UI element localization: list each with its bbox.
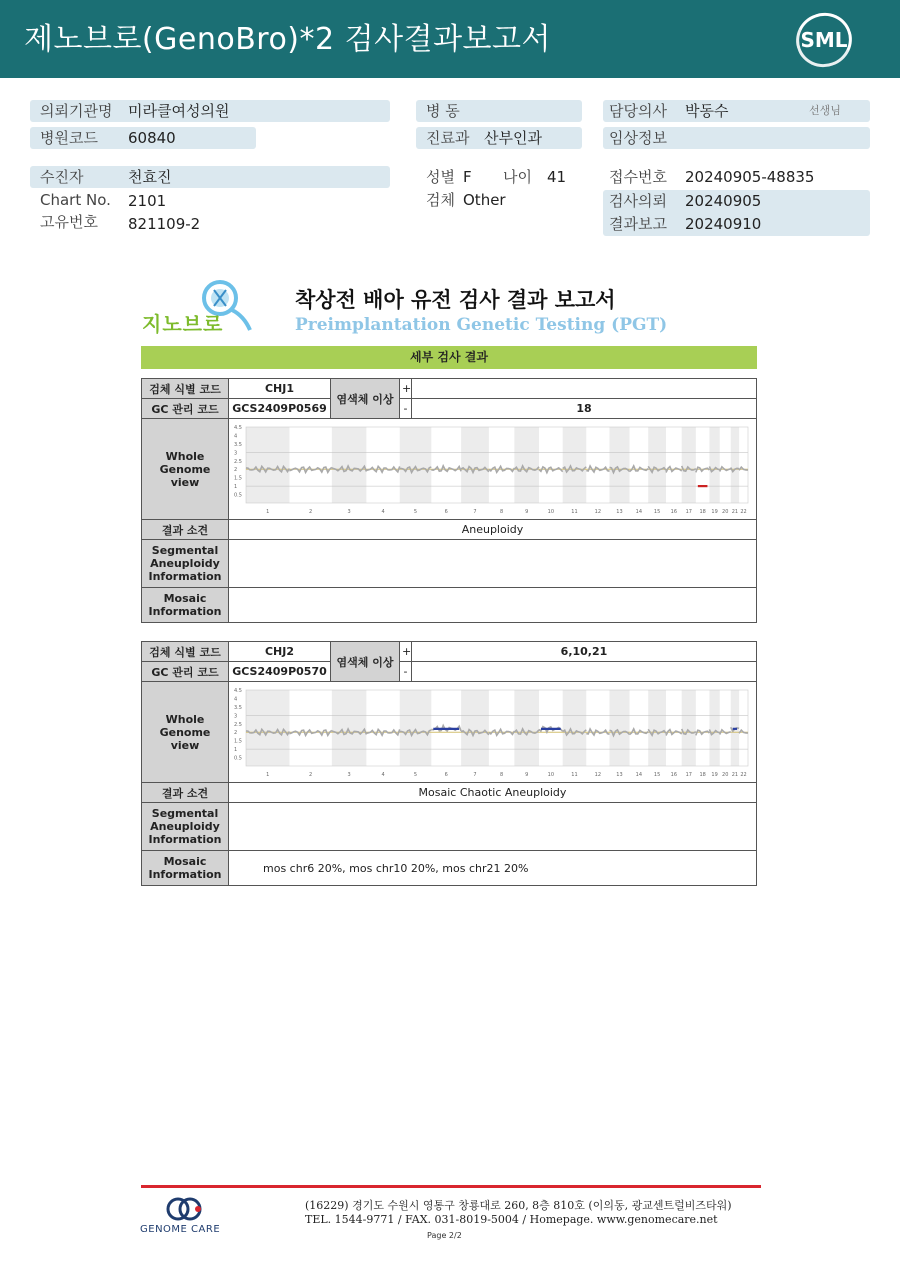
y-tick-label: 3 — [233, 450, 237, 457]
chromosome-band — [246, 690, 289, 766]
hospital-code-row — [30, 127, 256, 149]
x-tick-label: 1 — [265, 509, 269, 515]
y-tick-label: 4 — [233, 696, 237, 703]
result-value: Mosaic Chaotic Aneuploidy — [229, 783, 757, 803]
chromosome-band — [399, 427, 431, 503]
y-tick-label: 2 — [233, 730, 237, 737]
x-tick-label: 20 — [721, 772, 728, 778]
y-tick-label: 2.5 — [233, 458, 242, 465]
chromosome-trace — [431, 466, 461, 471]
patient-label: 수진자 — [40, 168, 84, 186]
mosaic-label: Mosaic Information — [142, 588, 229, 623]
x-tick-label: 2 — [308, 509, 312, 515]
chromosome-band — [709, 690, 719, 766]
chromosome-band — [562, 690, 586, 766]
mosaic-value: mos chr6 20%, mos chr10 20%, mos chr21 20% — [229, 851, 757, 886]
x-tick-label: 7 — [472, 772, 477, 778]
chromosome-band — [246, 427, 289, 503]
footer-address: (16229) 경기도 수원시 영통구 창룡대로 260, 8층 810호 (이의동, 광교센트럴비즈타워) — [305, 1199, 732, 1212]
report-date-label: 결과보고 — [609, 215, 667, 233]
genobro-logo — [140, 276, 260, 336]
chromosome-band — [399, 690, 431, 766]
sex-value: F — [463, 168, 472, 186]
doctor-label: 담당의사 — [609, 102, 667, 120]
patient-value: 천효진 — [128, 168, 172, 186]
y-tick-label: 4 — [233, 433, 237, 440]
y-tick-label: 4.5 — [233, 425, 242, 431]
page-number: Page 2/2 — [427, 1231, 462, 1240]
chromosome-band — [461, 690, 489, 766]
client-value: 미라클여성의원 — [128, 102, 230, 120]
minus-value — [412, 662, 757, 682]
genome-plot-svg — [232, 684, 754, 780]
x-tick-label: 6 — [444, 509, 448, 515]
chromosome-band — [461, 427, 489, 503]
x-tick-label: 16 — [670, 509, 677, 515]
y-tick-label: 3.5 — [233, 704, 242, 711]
client-label: 의뢰기관명 — [40, 102, 113, 120]
table-row — [142, 642, 757, 662]
chromosome-trace — [719, 467, 730, 472]
x-tick-label: 14 — [635, 509, 642, 515]
x-tick-label: 2 — [308, 772, 312, 778]
request-label: 검사의뢰 — [609, 192, 667, 210]
sml-logo-text: SML — [800, 28, 848, 52]
dates-box — [603, 190, 870, 236]
chromosome-trace — [695, 467, 709, 472]
doctor-value: 박동수 — [685, 102, 729, 120]
whole-genome-chart-2 — [231, 684, 754, 780]
x-tick-label: 16 — [670, 772, 677, 778]
y-tick-label: 0.5 — [233, 492, 242, 499]
table-row — [142, 682, 757, 783]
segmental-label: Segmental Aneuploidy Information — [142, 540, 229, 588]
chromosome-band — [730, 427, 738, 503]
chromosome-trace — [739, 730, 748, 733]
plot-frame — [246, 690, 748, 766]
plot-frame — [246, 427, 748, 503]
x-tick-label: 5 — [413, 509, 417, 515]
age-value: 41 — [547, 168, 567, 186]
table-row — [142, 662, 757, 682]
chromosome-band — [681, 690, 695, 766]
x-tick-label: 13 — [615, 509, 623, 515]
x-tick-label: 22 — [739, 509, 747, 515]
chart-no-value: 2101 — [128, 192, 167, 210]
segmental-label: Segmental Aneuploidy Information — [142, 803, 229, 851]
chromosome-band — [609, 690, 629, 766]
unique-id-value: 821109-2 — [128, 215, 201, 233]
whole-genome-label: Whole Genome view — [142, 419, 229, 520]
chromosome-band — [648, 690, 666, 766]
y-tick-label: 2.5 — [233, 721, 242, 728]
dept-value: 산부인과 — [484, 129, 542, 147]
gc-code-value: GCS2409P0570 — [229, 662, 331, 682]
x-tick-label: 10 — [547, 509, 554, 515]
table-row — [142, 540, 757, 588]
receipt-value: 20240905-48835 — [685, 168, 815, 186]
x-tick-label: 12 — [594, 772, 601, 778]
chromosome-trace — [695, 730, 709, 735]
x-tick-label: 8 — [499, 772, 503, 778]
x-tick-label: 13 — [615, 772, 623, 778]
chromosome-trace — [739, 467, 748, 470]
y-tick-label: 1 — [233, 747, 237, 754]
chromosome-trace — [719, 730, 730, 735]
chrom-abn-label: 염색체 이상 — [331, 642, 400, 682]
doctor-row — [603, 100, 870, 122]
sample-code-label: 검체 식별 코드 — [142, 379, 229, 399]
report-header — [0, 0, 900, 78]
chromosome-trace — [539, 467, 563, 473]
x-tick-label: 8 — [499, 509, 503, 515]
hospital-code-label: 병원코드 — [40, 129, 98, 147]
y-tick-label: 2 — [233, 467, 237, 474]
x-tick-label: 12 — [594, 509, 601, 515]
x-tick-label: 14 — [635, 772, 642, 778]
minus-label: - — [400, 399, 412, 419]
result-label: 결과 소견 — [142, 783, 229, 803]
specimen-value: Other — [463, 191, 506, 209]
x-tick-label: 11 — [570, 772, 578, 778]
genome-care-text: GENOME CARE — [140, 1224, 221, 1235]
whole-genome-label: Whole Genome view — [142, 682, 229, 783]
chromosome-band — [648, 427, 666, 503]
x-tick-label: 1 — [265, 772, 269, 778]
chromosome-trace — [488, 466, 514, 472]
dept-row — [416, 127, 582, 149]
x-tick-label: 9 — [524, 509, 528, 515]
chrom-abn-label: 염색체 이상 — [331, 379, 400, 419]
specimen-label: 검체 — [426, 191, 455, 209]
sample-code-value: CHJ2 — [229, 642, 331, 662]
plus-value: 6,10,21 — [412, 642, 757, 662]
gc-code-value: GCS2409P0569 — [229, 399, 331, 419]
chromosome-trace — [366, 466, 399, 472]
chromosome-band — [514, 690, 539, 766]
x-tick-label: 11 — [570, 509, 578, 515]
dept-label: 진료과 — [426, 129, 470, 147]
y-tick-label: 1.5 — [233, 738, 242, 745]
x-tick-label: 6 — [444, 772, 448, 778]
x-tick-label: 15 — [653, 772, 660, 778]
chromosome-band — [562, 427, 586, 503]
footer-divider — [141, 1185, 761, 1188]
x-tick-label: 21 — [731, 509, 738, 515]
ward-label: 병 동 — [426, 102, 460, 120]
gc-code-label: GC 관리 코드 — [142, 399, 229, 419]
unique-id-label: 고유번호 — [40, 213, 98, 231]
minus-label: - — [400, 662, 412, 682]
x-tick-label: 20 — [721, 509, 728, 515]
y-tick-label: 1 — [233, 484, 237, 491]
section-header: 세부 검사 결과 — [141, 346, 757, 369]
x-tick-label: 15 — [653, 509, 660, 515]
x-tick-label: 22 — [739, 772, 747, 778]
chromosome-band — [709, 427, 719, 503]
y-tick-label: 3.5 — [233, 441, 242, 448]
y-tick-label: 4.5 — [233, 688, 242, 694]
chart-no-label: Chart No. — [40, 191, 111, 209]
chromosome-band — [609, 427, 629, 503]
ward-row — [416, 100, 582, 122]
report-title: 제노브로(GenoBro)*2 검사결과보고서 — [24, 22, 551, 57]
plus-value — [412, 379, 757, 399]
result-value: Aneuploidy — [229, 520, 757, 540]
doctor-suffix: 선생님 — [809, 104, 841, 117]
chromosome-band — [514, 427, 539, 503]
mosaic-value — [229, 588, 757, 623]
sample-code-label: 검체 식별 코드 — [142, 642, 229, 662]
sample-table-2 — [141, 641, 757, 886]
footer-address-block — [305, 1199, 732, 1227]
x-tick-label: 17 — [685, 509, 692, 515]
receipt-label: 접수번호 — [609, 168, 667, 186]
footer-contact: TEL. 1544-9771 / FAX. 031-8019-5004 / Homepage. www.genomecare.net — [305, 1213, 718, 1226]
plus-label: + — [400, 379, 412, 399]
table-row — [142, 588, 757, 623]
client-row — [30, 100, 390, 122]
segmental-value — [229, 803, 757, 851]
x-tick-label: 7 — [472, 509, 477, 515]
report-date-value: 20240910 — [685, 215, 762, 233]
table-row — [142, 419, 757, 520]
chromosome-band — [681, 427, 695, 503]
x-tick-label: 10 — [547, 772, 554, 778]
x-tick-label: 17 — [685, 772, 692, 778]
result-label: 결과 소견 — [142, 520, 229, 540]
hospital-code-value: 60840 — [128, 129, 176, 147]
clinical-label: 임상정보 — [609, 129, 667, 147]
x-tick-label: 18 — [698, 509, 706, 515]
genome-plot-svg — [232, 421, 754, 517]
y-tick-label: 3 — [233, 713, 237, 720]
clinical-row — [603, 127, 870, 149]
chromosome-band — [331, 427, 366, 503]
table-row — [142, 379, 757, 399]
x-tick-label: 19 — [710, 509, 718, 515]
whole-genome-chart-1 — [231, 421, 754, 517]
plus-label: + — [400, 642, 412, 662]
table-row — [142, 803, 757, 851]
chromosome-trace — [586, 729, 609, 735]
minus-value: 18 — [412, 399, 757, 419]
x-tick-label: 4 — [380, 509, 385, 515]
pgt-subtitle: Preimplantation Genetic Testing (PGT) — [295, 315, 668, 335]
gc-code-label: GC 관리 코드 — [142, 662, 229, 682]
sample-table-1 — [141, 378, 757, 623]
x-tick-label: 3 — [347, 772, 351, 778]
y-tick-label: 1.5 — [233, 475, 242, 482]
y-tick-label: 0.5 — [233, 755, 242, 762]
request-value: 20240905 — [685, 192, 762, 210]
chromosome-trace — [586, 466, 609, 472]
table-row — [142, 783, 757, 803]
chromosome-band — [331, 690, 366, 766]
x-tick-label: 5 — [413, 772, 417, 778]
x-tick-label: 19 — [710, 772, 718, 778]
segmental-value — [229, 540, 757, 588]
table-row — [142, 399, 757, 419]
table-row — [142, 851, 757, 886]
chromosome-trace — [366, 729, 399, 735]
sex-label: 성별 — [426, 168, 455, 186]
x-tick-label: 3 — [347, 509, 351, 515]
genobro-logo-text: 지노브로 — [142, 312, 224, 336]
sml-logo — [796, 13, 852, 67]
x-tick-label: 9 — [524, 772, 528, 778]
patient-row — [30, 166, 390, 188]
chromosome-trace — [488, 729, 514, 735]
x-tick-label: 21 — [731, 772, 738, 778]
age-label: 나이 — [503, 168, 532, 186]
mosaic-label: Mosaic Information — [142, 851, 229, 886]
x-tick-label: 4 — [380, 772, 385, 778]
genome-care-logo — [140, 1196, 230, 1240]
sample-code-value: CHJ1 — [229, 379, 331, 399]
table-row — [142, 520, 757, 540]
pgt-title: 착상전 배아 유전 검사 결과 보고서 — [295, 288, 616, 312]
x-tick-label: 18 — [698, 772, 706, 778]
